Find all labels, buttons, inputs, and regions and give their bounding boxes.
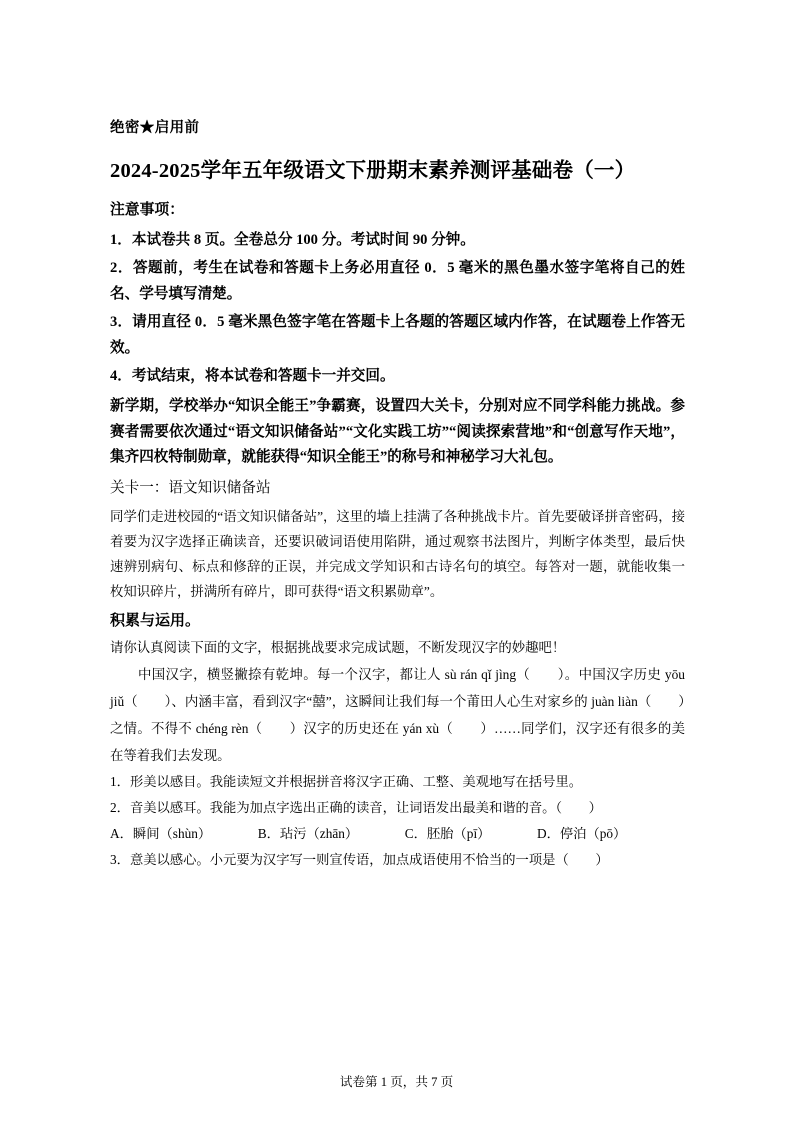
notice-item-4: 4．考试结束，将本试卷和答题卡一并交回。 (110, 367, 395, 384)
question-3: 3．意美以感心。小元要为汉字写一则宣传语，加点成语使用不恰当的一项是（ ） (110, 852, 609, 868)
subsection-heading: 积累与运用。 (110, 612, 201, 629)
notice-item-3: 3．请用直径 0．5 毫米黑色签字笔在答题卡上各题的答题区域内作答，在试题卷上作答无效。 (110, 313, 685, 356)
reading-passage: 中国汉字，横竖撇捺有乾坤。每一个汉字，都让人 sù rán qǐ jìng（ ）。中国汉字历史 yōu jiǔ（ ）、内涵丰富，看到汉字“囍”，这瞬间让我们每一个莆田人心生对家乡的 juàn liàn（ ）之情。不得不 chéng rèn（ ）汉字的历史还在 yán xù（ ）……同学们，汉字还有很多的美在等着我们去发现。 (110, 667, 685, 763)
question-2: 2．音美以感耳。我能为加点字选出正确的读音，让词语发出最美和谐的音。（ ） (110, 800, 602, 816)
page-title: 2024-2025学年五年级语文下册期末素养测评基础卷（一） (110, 160, 636, 183)
question-1: 1．形美以感目。我能读短文并根据拼音将汉字正确、工整、美观地写在括号里。 (110, 774, 583, 790)
section-heading: 关卡一：语文知识储备站 (110, 480, 271, 497)
intro-paragraph: 新学期，学校举办“知识全能王”争霸赛，设置四大关卡，分别对应不同学科能力挑战。参赛者需要依次通过“语文知识储备站”“文化实践工坊”“阅读探索营地”和“创意写作天地”，集齐四枚特制勋章，就能获得“知识全能王”的称号和神秘学习大礼包。 (110, 397, 685, 466)
subsection-intro: 请你认真阅读下面的文字，根据挑战要求完成试题，不断发现汉字的妙趣吧！ (110, 640, 566, 656)
section-body: 同学们走进校园的“语文知识储备站”，这里的墙上挂满了各种挑战卡片。首先要破译拼音密码，接着要为汉字选择正确读音，还要识破词语使用陷阱，通过观察书法图片，判断字体类型，最后快速辨别病句、标点和修辞的正误，并完成文学知识和古诗名句的填空。每答对一题，就能收集一枚知识碎片，拼满所有碎片，即可获得“语文积累勋章”。 (110, 508, 685, 600)
secret-label: 绝密★启用前 (110, 120, 200, 136)
notice-item-1: 1．本试卷共 8 页。全卷总分 100 分。考试时间 90 分钟。 (110, 231, 475, 248)
page-footer: 试卷第 1 页，共 7 页 (339, 1075, 454, 1089)
question-2-options: A．瞬间（shùn） B．玷污（zhān） C．胚胎（pī） D．停泊（pō） (110, 826, 627, 842)
notice-item-2: 2．答题前，考生在试卷和答题卡上务必用直径 0．5 毫米的黑色墨水签字笔将自己的姓名、学号填写清楚。 (110, 259, 685, 302)
notice-heading: 注意事项： (110, 202, 184, 219)
